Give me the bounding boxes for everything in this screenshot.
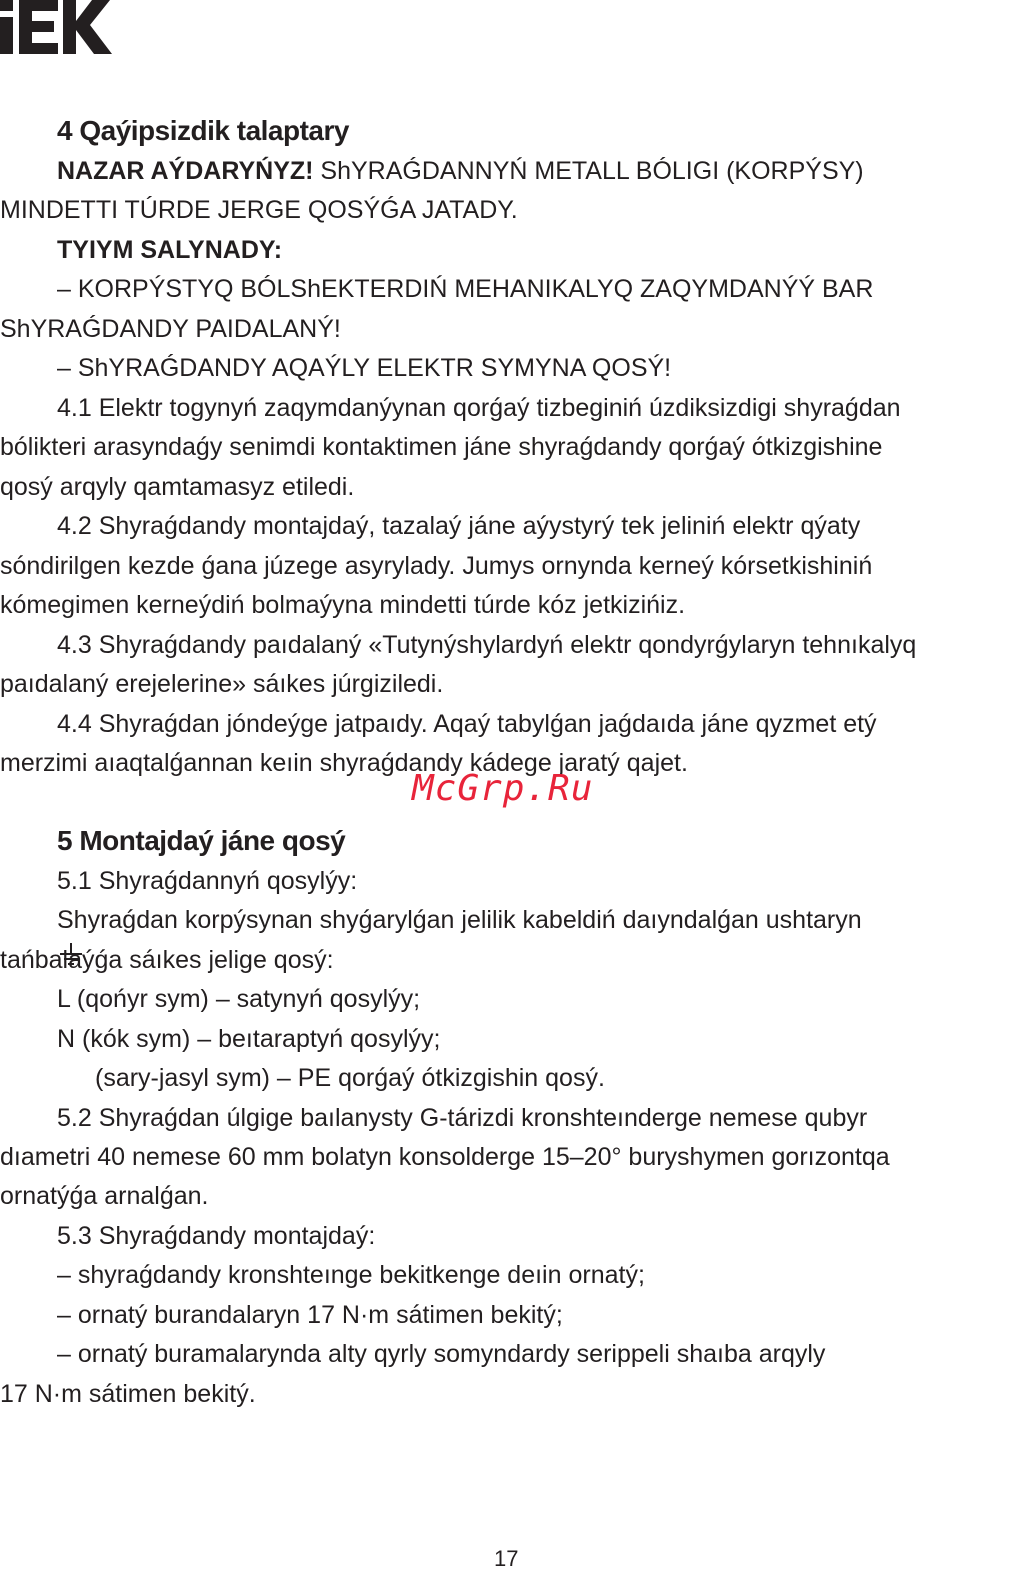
paragraph-4-1-line-1: 4.1 Elektr togynyń zaqymdanýynan qorǵaý tizbeginiń úzdiksizdigi shyraǵdan	[57, 394, 901, 422]
paragraph-4-1-line-3: qosý arqyly qamtamasyz etiledi.	[0, 473, 355, 501]
page-number: 17	[494, 1546, 519, 1571]
paragraph-5-1-line-1: Shyraǵdan korpýsynan shyǵarylǵan jelilik kabeldiń daıyndalǵan ushtaryn	[57, 906, 862, 934]
ground-symbol-icon	[58, 943, 84, 967]
paragraph-4-4-line-1: 4.4 Shyraǵdan jóndeýge jatpaıdy. Aqaý tabylǵan jaǵdaıda jáne qyzmet etý	[57, 710, 877, 738]
paragraph-5-3-title: 5.3 Shyraǵdandy montajdaý:	[57, 1222, 376, 1250]
paragraph-4-2-line-2: sóndirilgen kezde ǵana júzege asyrylady. Jumys ornynda kerneý kórsetkishiniń	[0, 552, 873, 580]
paragraph-5-2-line-3: ornatýǵa arnalǵan.	[0, 1182, 209, 1210]
forbidden-label: TYIYM SALYNADY:	[57, 236, 283, 264]
wire-pe: (sary-jasyl sym) – PE qorǵaý ótkizgishin qosý.	[95, 1064, 605, 1092]
section-4-heading: 4 Qaýipsizdik talaptary	[57, 115, 349, 146]
watermark-link[interactable]: McGrp.Ru	[412, 768, 594, 809]
paragraph-5-1-title: 5.1 Shyraǵdannyń qosylýy:	[57, 867, 358, 895]
paragraph-4-3-line-1: 4.3 Shyraǵdandy paıdalaný «Tutynýshylardyń elektr qondyrǵylaryn tehnıkalyq	[57, 631, 917, 659]
paragraph-5-3-item-3a: – ornatý buramalarynda alty qyrly somyndardy serippeli shaıba arqyly	[57, 1340, 826, 1368]
warning-label: NAZAR AÝDARYŃYZ!	[57, 157, 314, 185]
forbidden-item-1a: – KORPÝSTYQ BÓLShEKTERDIŃ MEHANIKALYQ ZAQYMDANÝÝ BAR	[57, 275, 874, 303]
wire-l: L (qońyr sym) – satynyń qosylýy;	[57, 985, 421, 1013]
forbidden-item-1b: ShYRAǴDANDY PAIDALANÝ!	[0, 315, 341, 343]
wire-n: N (kók sym) – beıtaraptyń qosylýy;	[57, 1025, 441, 1053]
paragraph-5-3-item-1: – shyraǵdandy kronshteınge bekitkenge deıin ornatý;	[57, 1261, 645, 1289]
paragraph-5-2-line-2: dıametri 40 nemese 60 mm bolatyn konsolderge 15–20° buryshymen gorızontqa	[0, 1143, 890, 1171]
section-5-heading: 5 Montajdaý jáne qosý	[57, 825, 346, 856]
paragraph-5-1-line-2: tańbalaýǵa sáıkes jelige qosý:	[0, 946, 334, 974]
iek-logo	[0, 0, 112, 54]
paragraph-4-2-line-3: kómegimen kerneýdiń bolmaýyna mindetti túrde kóz jetkizińiz.	[0, 591, 686, 619]
paragraph-4-1-line-2: bólikteri arasyndaǵy senimdi kontaktimen jáne shyraǵdandy qorǵaý ótkizgishine	[0, 433, 883, 461]
paragraph-4-3-line-2: paıdalaný erejelerine» sáıkes júrgiziledi.	[0, 670, 444, 698]
paragraph-4-4-line-2: merzimi aıaqtalǵannan keıin shyraǵdandy kádege jaratý qajet.	[0, 749, 688, 777]
warning-line-1	[0, 151, 1026, 191]
warning-line-2: MINDETTI TÚRDE JERGE QOSÝǴA JATADY.	[0, 196, 518, 224]
forbidden-item-2: – ShYRAǴDANDY AQAÝLY ELEKTR SYMYNA QOSÝ!	[57, 354, 672, 382]
paragraph-5-3-item-3b: 17 N·m sátimen bekitý.	[0, 1380, 256, 1408]
paragraph-5-2-line-1: 5.2 Shyraǵdan úlgige baılanysty G-tárizdi kronshteınderge nemese qubyr	[57, 1104, 868, 1132]
paragraph-4-2-line-1: 4.2 Shyraǵdandy montajdaý, tazalaý jáne aýystyrý tek jeliniń elektr qýaty	[57, 512, 861, 540]
warning-text: ShYRAǴDANNYŃ METALL BÓLIGI (KORPÝSY)	[313, 157, 864, 185]
paragraph-5-3-item-2: – ornatý burandalaryn 17 N·m sátimen bekitý;	[57, 1301, 563, 1329]
